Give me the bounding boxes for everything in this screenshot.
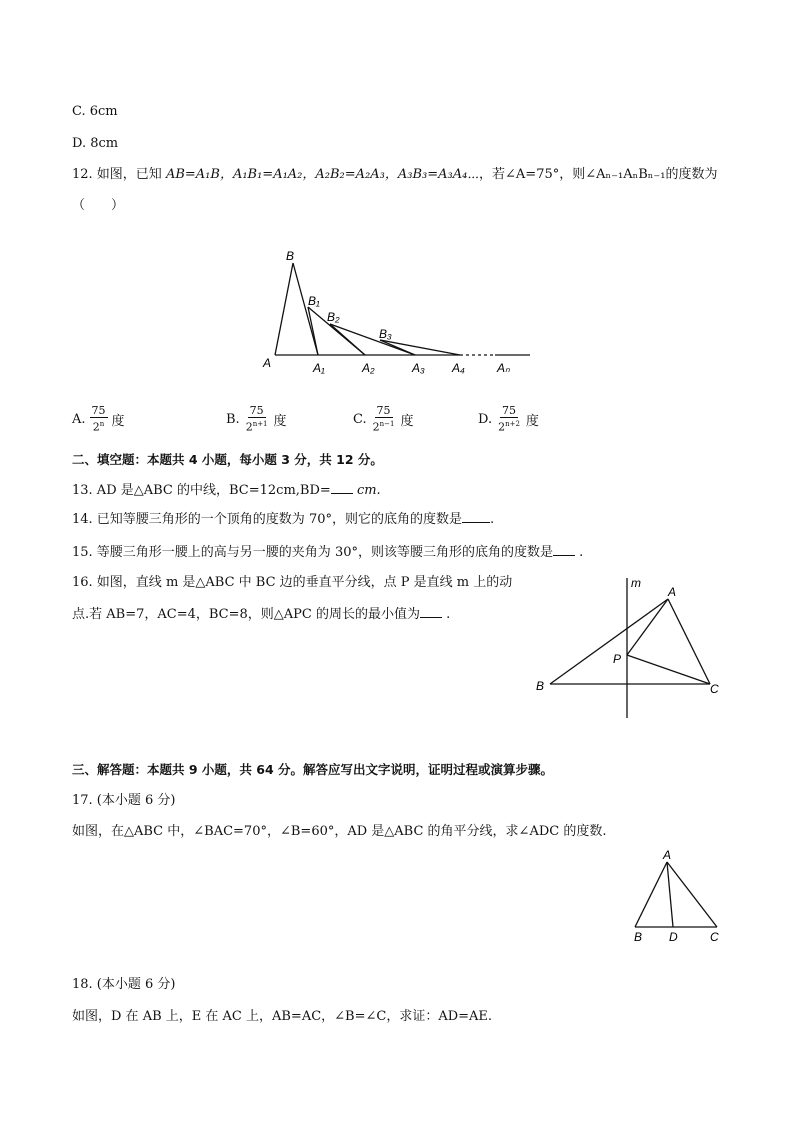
- q12-text-b: AB=A₁B，A₁B₁=A₁A₂，A₂B₂=A₂A₃，A₃B₃=A₃A₄⋯: [165, 167, 480, 182]
- label-A2: A₂: [362, 361, 375, 375]
- label-C: C: [710, 682, 719, 696]
- label-P: P: [613, 652, 622, 666]
- q12-figure: [255, 245, 545, 380]
- option-d: D. 8cm: [72, 136, 119, 151]
- label-A: A: [663, 848, 672, 862]
- question-16-line1: 16. 如图，直线 m 是△ABC 中 BC 边的垂直平分线，点 P 是直线 m 上的动: [72, 575, 513, 590]
- q12-paren: （ ）: [72, 198, 125, 213]
- q13-blank: [331, 481, 353, 494]
- label-B: B: [634, 930, 643, 944]
- label-B: B: [536, 679, 545, 693]
- q15-blank: [553, 543, 575, 556]
- q12-text-c: ，若∠A=75°，则∠Aₙ₋₁AₙBₙ₋₁的度数为: [479, 167, 718, 182]
- q12-option-c: C. $\frac{75}{2^{n-1}}$ 度: [353, 404, 414, 434]
- q16-blank: [420, 605, 442, 618]
- section-3-heading: 三、解答题：本题共 9 小题，共 64 分。解答应写出文字说明，证明过程或演算步骤。: [72, 762, 554, 777]
- q14-blank: [462, 510, 490, 523]
- label-A1: A₁: [313, 361, 325, 375]
- label-A: A: [668, 585, 677, 599]
- q18-text: 如图，D 在 AB 上，E 在 AC 上，AB=AC，∠B=∠C，求证：AD=AE.: [72, 1009, 493, 1024]
- q16-figure: [530, 570, 730, 725]
- question-13: 13. AD 是△ABC 的中线，BC=12cm,BD= cm.: [72, 483, 381, 498]
- question-16-line2: 点.若 AB=7，AC=4，BC=8，则△APC 的周长的最小值为 .: [72, 607, 451, 622]
- label-B3: B₃: [379, 327, 392, 341]
- label-D: D: [669, 930, 678, 944]
- q12-option-b: B. $\frac{75}{2^{n+1}}$ 度: [226, 404, 287, 434]
- label-B2: B₂: [327, 310, 340, 324]
- q18-heading: 18. (本小题 6 分): [72, 977, 176, 992]
- label-C: C: [710, 930, 719, 944]
- label-A3: A₃: [412, 361, 425, 375]
- question-12: [72, 166, 717, 184]
- label-A4: A₄: [452, 361, 465, 375]
- q12-option-d: D. $\frac{75}{2^{n+2}}$ 度: [478, 404, 539, 434]
- question-15: 15. 等腰三角形一腰上的高与另一腰的夹角为 30°，则该等腰三角形的底角的度数是 .: [72, 545, 584, 560]
- q12-option-a: A. $\frac{75}{2^n}$ 度: [72, 404, 125, 434]
- label-A: A: [263, 356, 272, 370]
- label-B1: B₁: [308, 294, 320, 308]
- question-14: 14. 已知等腰三角形的一个顶角的度数为 70°，则它的底角的度数是 .: [72, 512, 495, 527]
- q12-text-a: 12. 如图，已知: [72, 167, 166, 182]
- q17-figure: [625, 848, 730, 946]
- label-B: B: [286, 249, 295, 263]
- option-c: C. 6cm: [72, 104, 118, 119]
- label-An: Aₙ: [497, 361, 510, 375]
- label-m: m: [631, 576, 641, 590]
- q17-heading: 17. (本小题 6 分): [72, 793, 176, 808]
- section-2-heading: 二、填空题：本题共 4 小题，每小题 3 分，共 12 分。: [72, 452, 383, 467]
- q17-text: 如图，在△ABC 中，∠BAC=70°，∠B=60°，AD 是△ABC 的角平分线，求∠ADC 的度数.: [72, 824, 607, 839]
